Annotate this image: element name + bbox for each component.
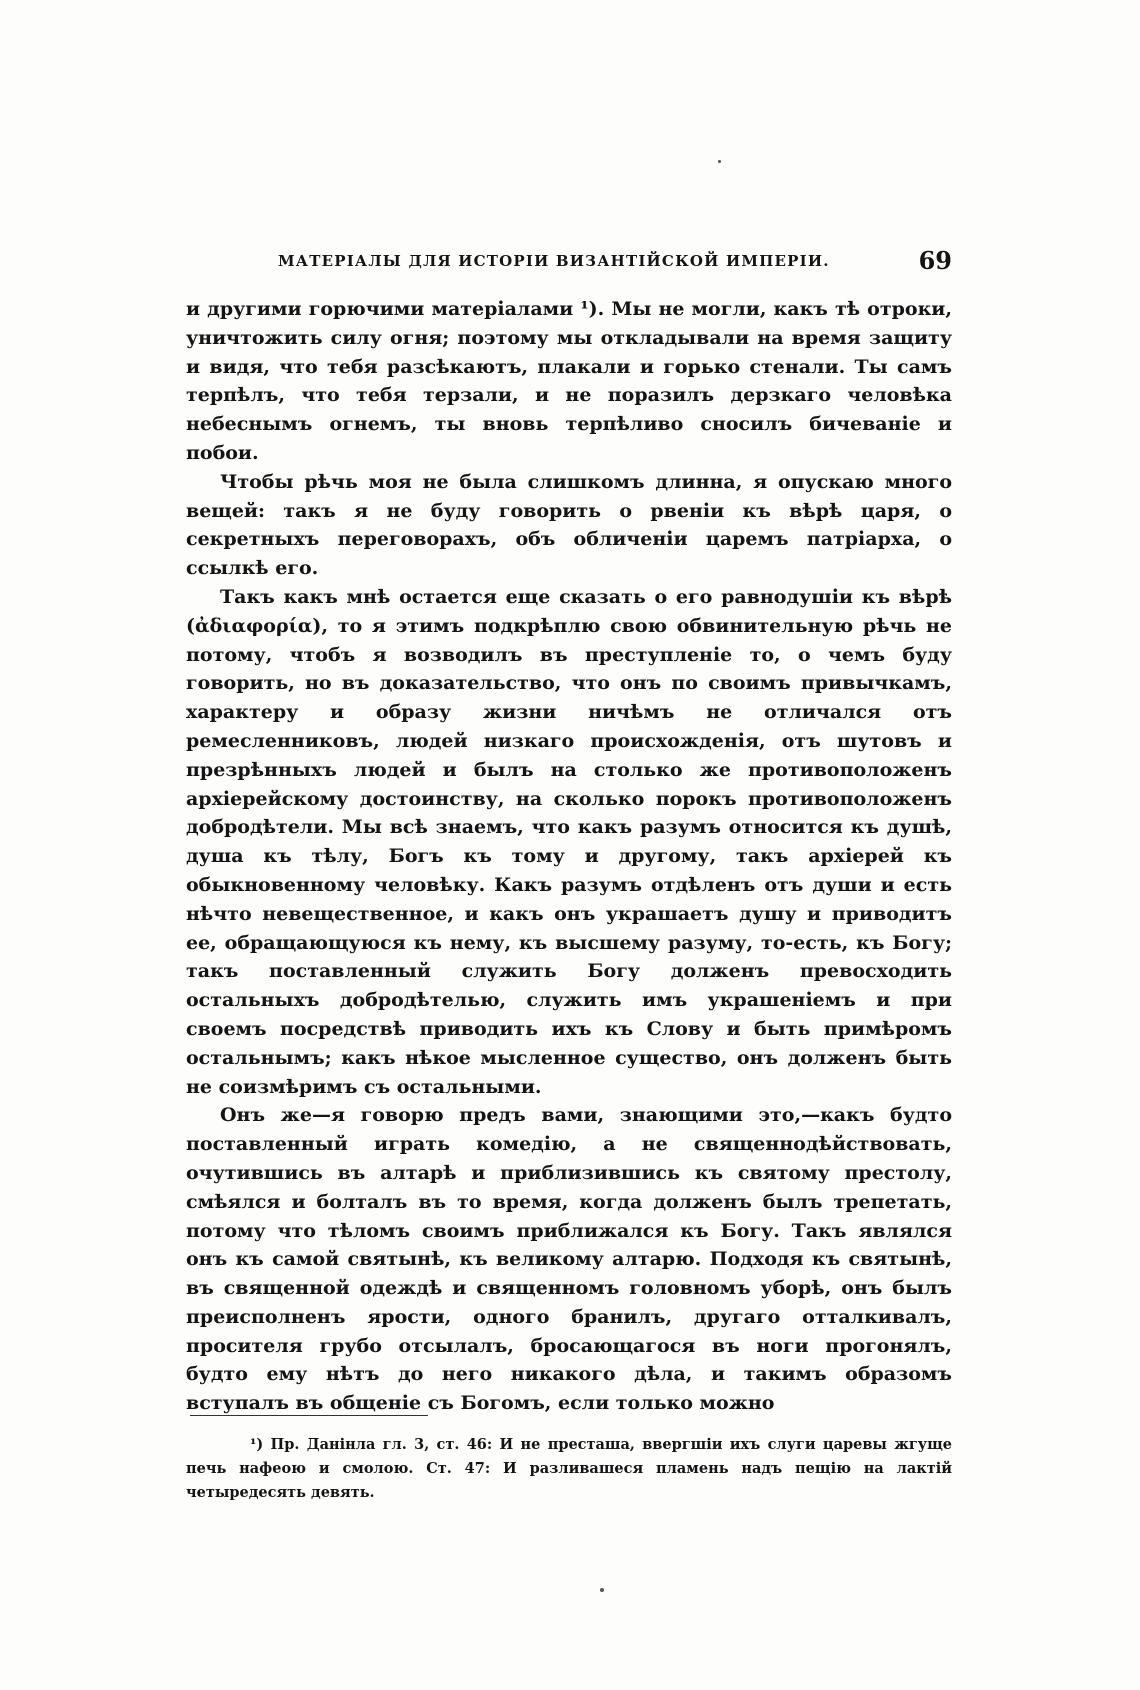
paragraph: Чтобы рѣчь моя не была слишкомъ длинна, я опускаю много вещей: такъ я не буду говорить о рвеніи къ вѣрѣ царя, о секретныхъ переговорахъ, объ обличеніи царемъ патріарха, о ссылкѣ его. bbox=[186, 470, 952, 580]
scan-speck bbox=[718, 160, 721, 163]
paragraph: Такъ какъ мнѣ остается еще сказать о его равнодушіи къ вѣрѣ (ἀδιαφορία), то я этимъ подкрѣплю свою обвинительную рѣчь не потому, чтобъ я возводилъ въ преступленіе то, о чемъ буду говорить, но въ доказательство, что онъ по своимъ привычкамъ, характеру и образу жизни ничѣмъ не отличался отъ ремесленниковъ, людей низкаго происхожденія, отъ шутовъ и презрѣнныхъ людей и былъ на столько же противоположенъ архіерейскому достоинству, на сколько порокъ противоположенъ добродѣтели. Мы всѣ знаемъ, что какъ разумъ относится къ душѣ, душа къ тѣлу, Богъ къ тому и другому, такъ архіерей къ обыкновенному человѣку. Какъ разумъ отдѣленъ отъ души и есть нѣчто невещественное, и какъ онъ украшаетъ душу и приводитъ ее, обращающуюся къ нему, къ высшему разуму, то-есть, къ Богу; такъ поставленный служить Богу долженъ превосходить остальныхъ добродѣтелью, служить имъ украшеніемъ и при своемъ посредствѣ приводить ихъ къ Слову и быть примѣромъ остальнымъ; какъ нѣкое мысленное существо, онъ долженъ быть не соизмѣримъ съ остальными. bbox=[186, 585, 952, 1098]
scan-speck bbox=[600, 1588, 604, 1592]
running-title: МАТЕРІАЛЫ ДЛЯ ИСТОРІИ ВИЗАНТІЙСКОЙ ИМПЕРІИ. bbox=[278, 252, 830, 270]
running-header bbox=[186, 246, 952, 276]
footnotes bbox=[186, 1433, 952, 1505]
paragraph: и другими горючими матеріалами ¹). Мы не могли, какъ тѣ отроки, уничтожить силу огня; поэтому мы откладывали на время защиту и видя, что тебя разсѣкаютъ, плакали и горько стенали. Ты самъ терпѣлъ, что тебя терзали, и не поразилъ дерзкаго человѣка небеснымъ огнемъ, ты вновь терпѣливо сносилъ бичеваніе и побои. bbox=[186, 298, 952, 464]
main-text bbox=[186, 295, 952, 1418]
footnote-separator bbox=[190, 1415, 428, 1416]
footnote: ¹) Пр. Данінла гл. 3, ст. 46: И не престаша, ввергшіи ихъ слуги царевы жгуще печь нафеою и смолою. Ст. 47: И разливашеся пламень надъ пещію на лактій четыредесять девять. bbox=[186, 1436, 952, 1501]
page-number: 69 bbox=[918, 246, 952, 275]
paragraph: Онъ же—я говорю предъ вами, знающими это,—какъ будто поставленный играть комедію, а не священнодѣйствовать, очутившись въ алтарѣ и приблизившись къ святому престолу, смѣялся и болталъ въ то время, когда долженъ былъ трепетать, потому что тѣломъ своимъ приближался къ Богу. Такъ являлся онъ къ самой святынѣ, къ великому алтарю. Подходя къ святынѣ, въ священной одеждѣ и священномъ головномъ уборѣ, онъ былъ преисполненъ ярости, одного бранилъ, другаго отталкивалъ, просителя грубо отсылалъ, бросающагося въ ноги прогонялъ, будто ему нѣтъ до него никакого дѣла, и такимъ образомъ вступалъ въ общеніе съ Богомъ, если только можно bbox=[186, 1104, 952, 1415]
